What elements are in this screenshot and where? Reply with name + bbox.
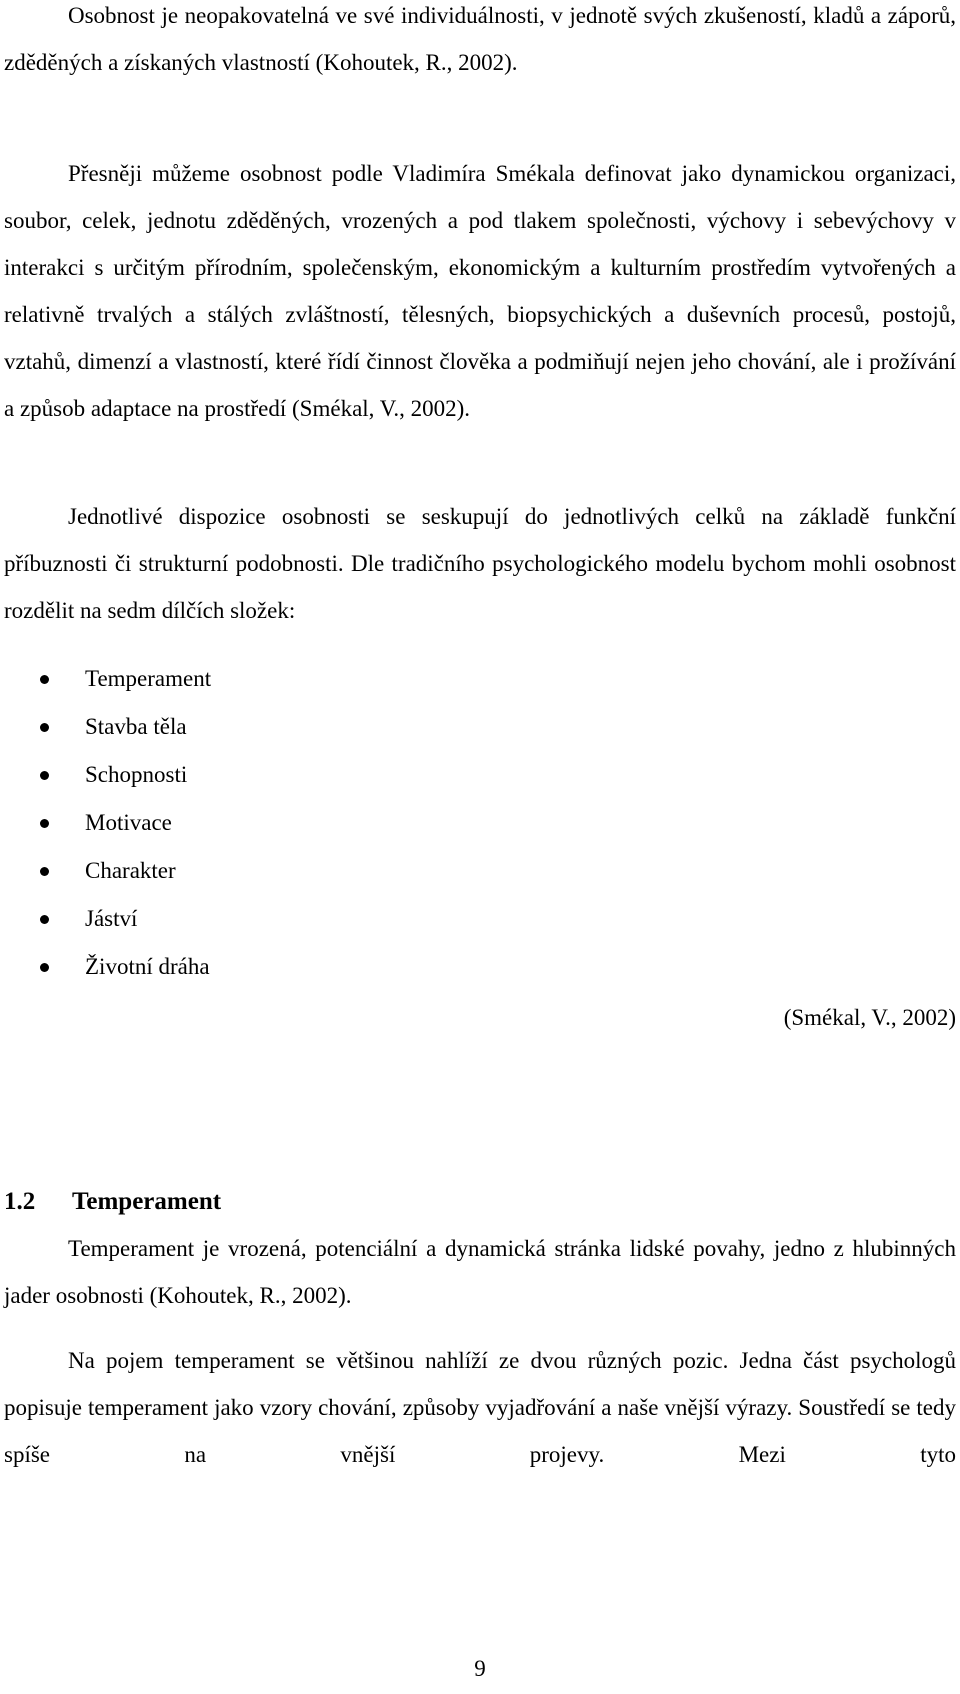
list-item: Životní dráha: [4, 943, 956, 991]
paragraph-personality-dispositions: Jednotlivé dispozice osobnosti se seskupují do jednotlivých celků na základě funkční příbuznosti či strukturní podobnosti. Dle tradičního psychologického modelu bychom mohli osobnost rozdělit na sedm dílčích složek:: [4, 504, 956, 623]
list-citation: (Smékal, V., 2002): [783, 1005, 956, 1030]
document-page: [4, 0, 956, 1694]
paragraph-personality-uniqueness: Osobnost je neopakovatelná ve své individuálnosti, v jednotě svých zkušeností, kladů a záporů, zděděných a získaných vlastností (Kohoutek, R., 2002).: [4, 3, 956, 75]
section-heading: [4, 1178, 221, 1225]
list-item: Charakter: [4, 847, 956, 895]
section-number: 1.2: [4, 1188, 36, 1215]
personality-components-list: [4, 655, 956, 991]
paragraph-smekal-definition: Přesněji můžeme osobnost podle Vladimíra Smékala definovat jako dynamickou organizaci, soubor, celek, jednotu zděděných, vrozených a pod tlakem společnosti, výchovy i sebevýchovy v interakci s určitým přírodním, společenským, ekonomickým a kulturním prostředím vytvořených a relativně trvalých a stálých zvláštností, tělesných, biopsychických a duševních procesů, postojů, vztahů, dimenzí a vlastností, které řídí činnost člověka a podmiňují nejen jeho chování, ale i prožívání a způsob adaptace na prostředí (Smékal, V., 2002).: [4, 161, 956, 421]
list-item: Temperament: [4, 655, 956, 703]
paragraph-temperament-definition: Temperament je vrozená, potenciální a dynamická stránka lidské povahy, jedno z hlubinných jader osobnosti (Kohoutek, R., 2002).: [4, 1236, 956, 1308]
page-number: 9: [474, 1656, 486, 1681]
list-item: Motivace: [4, 799, 956, 847]
list-item: Schopnosti: [4, 751, 956, 799]
bullet-icon: [40, 771, 49, 780]
list-item: Stavba těla: [4, 703, 956, 751]
bullet-icon: [40, 675, 49, 684]
list-item: Jáství: [4, 895, 956, 943]
paragraph-temperament-views: Na pojem temperament se většinou nahlíží ze dvou různých pozic. Jedna část psychologů popisuje temperament jako vzory chování, způsoby vyjadřování a naše vnější výrazy. Soustředí se tedy spíše na vnější projevy. Mezi tyto: [4, 1348, 956, 1467]
bullet-icon: [40, 723, 49, 732]
bullet-icon: [40, 963, 49, 972]
section-title: Temperament: [72, 1188, 222, 1215]
bullet-icon: [40, 819, 49, 828]
bullet-icon: [40, 867, 49, 876]
bullet-icon: [40, 915, 49, 924]
